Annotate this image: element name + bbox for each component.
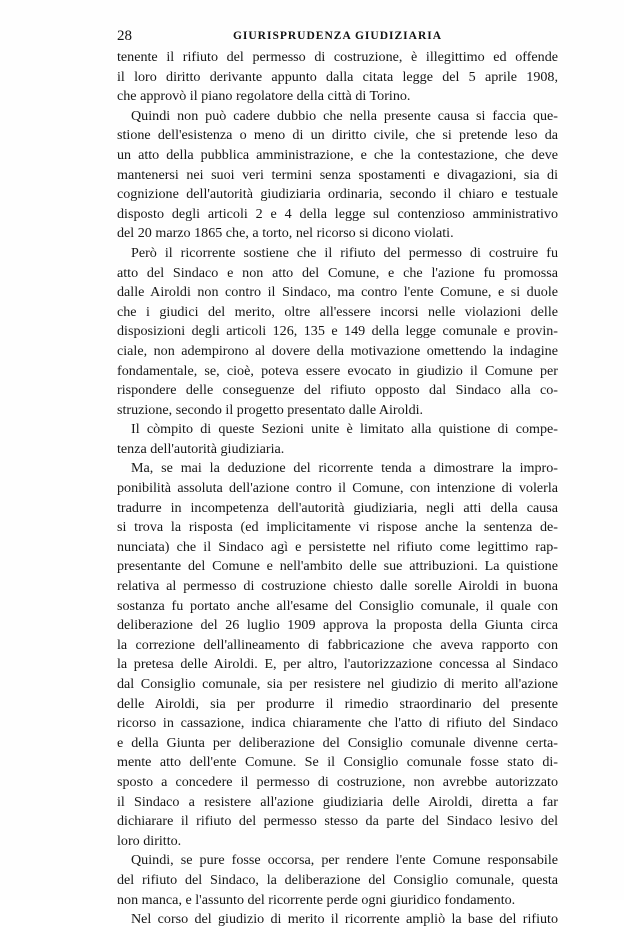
text-line: Ma, se mai la deduzione del ricorrente tenda a dimostrare la impro- [131, 460, 558, 477]
text-line: che approvò il piano regolatore della città di Torino. [117, 88, 411, 105]
text-line: dal Consiglio comunale, sia per resistere nel giudizio di merito all'azione [117, 676, 558, 692]
text-line: il Sindaco a resistere all'azione giudiziaria delle Airoldi, diretta a far [117, 793, 558, 810]
text-line: fondamentale, se, cioè, poteva essere evocato in giudizio il Comune per [117, 362, 558, 379]
text-line: atto del Sindaco e non atto del Comune, e che l'azione fu promossa [117, 264, 558, 281]
text-line: Quindi non può cadere dubbio che nella presente causa si faccia que- [131, 107, 558, 124]
paragraph [117, 910, 558, 930]
text-line: il loro diritto derivante appunto dalla citata legge del 5 aprile 1908, [117, 68, 558, 85]
text-line: Quindi, se pure fosse occorsa, per rendere l'ente Comune responsabile [131, 852, 558, 869]
text-line: stione dell'esistenza o meno di un diritto civile, che si pretende leso da [117, 127, 558, 144]
text-line: del 20 marzo 1865 che, a torto, nel ricorso si dicono violati. [117, 225, 454, 242]
page-header [117, 28, 558, 48]
page-number: 28 [117, 28, 132, 44]
paragraph [117, 420, 558, 459]
text-line: la correzione dell'allineamento di fabbricazione che aveva rapporto con [117, 636, 558, 653]
text-line: che i giudici del merito, oltre all'essere incorsi nelle violazioni delle [117, 303, 558, 320]
text-line: un atto della pubblica amministrazione, e che la contestazione, che deve [117, 146, 558, 163]
text-line: cognizione dell'autorità giudiziaria ordinaria, secondo il chiaro e testuale [117, 186, 558, 203]
text-line: relativa al permesso di costruzione chiesto dalle sorelle Airoldi in buona [117, 578, 558, 595]
running-title: GIURISPRUDENZA GIUDIZIARIA [232, 30, 443, 42]
text-line: non manca, e l'assunto del ricorrente perde ogni giuridico fondamento. [117, 891, 516, 908]
text-line: Però il ricorrente sostiene che il rifiuto del permesso di costruire fu [131, 244, 558, 261]
text-line: tradurre in incompetenza dell'autorità giudiziaria, negli atti della causa [117, 499, 558, 516]
text-line: struzione, secondo il progetto presentato dalle Airoldi. [117, 401, 424, 418]
text-line: tenente il rifiuto del permesso di costruzione, è illegittimo ed offende [117, 49, 558, 65]
text-line: Il còmpito di queste Sezioni unite è limitato alla quistione di compe- [131, 421, 558, 438]
text-line: tenza dell'autorità giudiziaria. [117, 440, 285, 457]
paragraph [117, 48, 558, 107]
text-line: sostanza fu portato anche all'esame del Consiglio comunale, il quale con [117, 597, 558, 614]
text-line: mente atto dell'ente Comune. Se il Consiglio comunale fosse stato di- [117, 754, 558, 771]
text-line: ricorso in cassazione, indica chiaramente che l'atto di rifiuto del Sindaco [117, 715, 558, 732]
text-line: ponibilità assoluta dell'azione contro il Comune, con intenzione di volerla [117, 480, 558, 497]
text-line: sposto a concedere il permesso di costruzione, non avrebbe autorizzato [117, 773, 558, 790]
text-line: Nel corso del giudizio di merito il ricorrente ampliò la base del rifiuto [131, 911, 558, 928]
paragraph [117, 851, 558, 910]
text-line: si trova la risposta (ed implicitamente vi rispose anche la sentenza de- [117, 519, 558, 536]
text-line: disposizioni degli articoli 126, 135 e 149 della legge comunale e provin- [117, 323, 558, 340]
text-line: disposto degli articoli 2 e 4 della legge sul contenzioso amministrativo [117, 205, 558, 222]
text-line: nunciata) che il Sindaco agì e persistette nel rifiuto come legittimo rap- [117, 538, 558, 555]
text-line: ciale, non adempirono al dovere della motivazione omettendo la indagine [117, 342, 558, 359]
body-text [117, 48, 558, 930]
paragraph [117, 107, 558, 244]
text-line: loro diritto. [117, 832, 182, 849]
paragraph [117, 459, 558, 851]
text-line: presentante del Comune e nell'ambito delle sue attribuzioni. La quistione [117, 558, 558, 575]
text-line: e della Giunta per deliberazione del Consiglio comunale divenne certa- [117, 734, 558, 751]
text-line: delle Airoldi, sia per produrre il rimedio straordinario del presente [117, 695, 558, 712]
text-line: dalle Airoldi non contro il Sindaco, ma contro l'ente Comune, e si duole [117, 284, 558, 301]
paragraph [117, 244, 558, 420]
text-line: la pretesa delle Airoldi. E, per altro, l'autorizzazione concessa al Sindaco [117, 656, 558, 673]
text-line: dichiarare il rifiuto del permesso stesso da parte del Sindaco lesivo del [117, 813, 558, 830]
text-line: del rifiuto del Sindaco, la deliberazione del Consiglio comunale, questa [117, 871, 558, 888]
text-line: rispondere delle conseguenze del rifiuto opposto dal Sindaco alla co- [117, 382, 558, 399]
text-line: deliberazione del 26 luglio 1909 approva la proposta della Giunta circa [117, 617, 558, 634]
text-line: mantenersi nei suoi veri termini senza spostamenti e divagazioni, sia di [117, 166, 558, 183]
